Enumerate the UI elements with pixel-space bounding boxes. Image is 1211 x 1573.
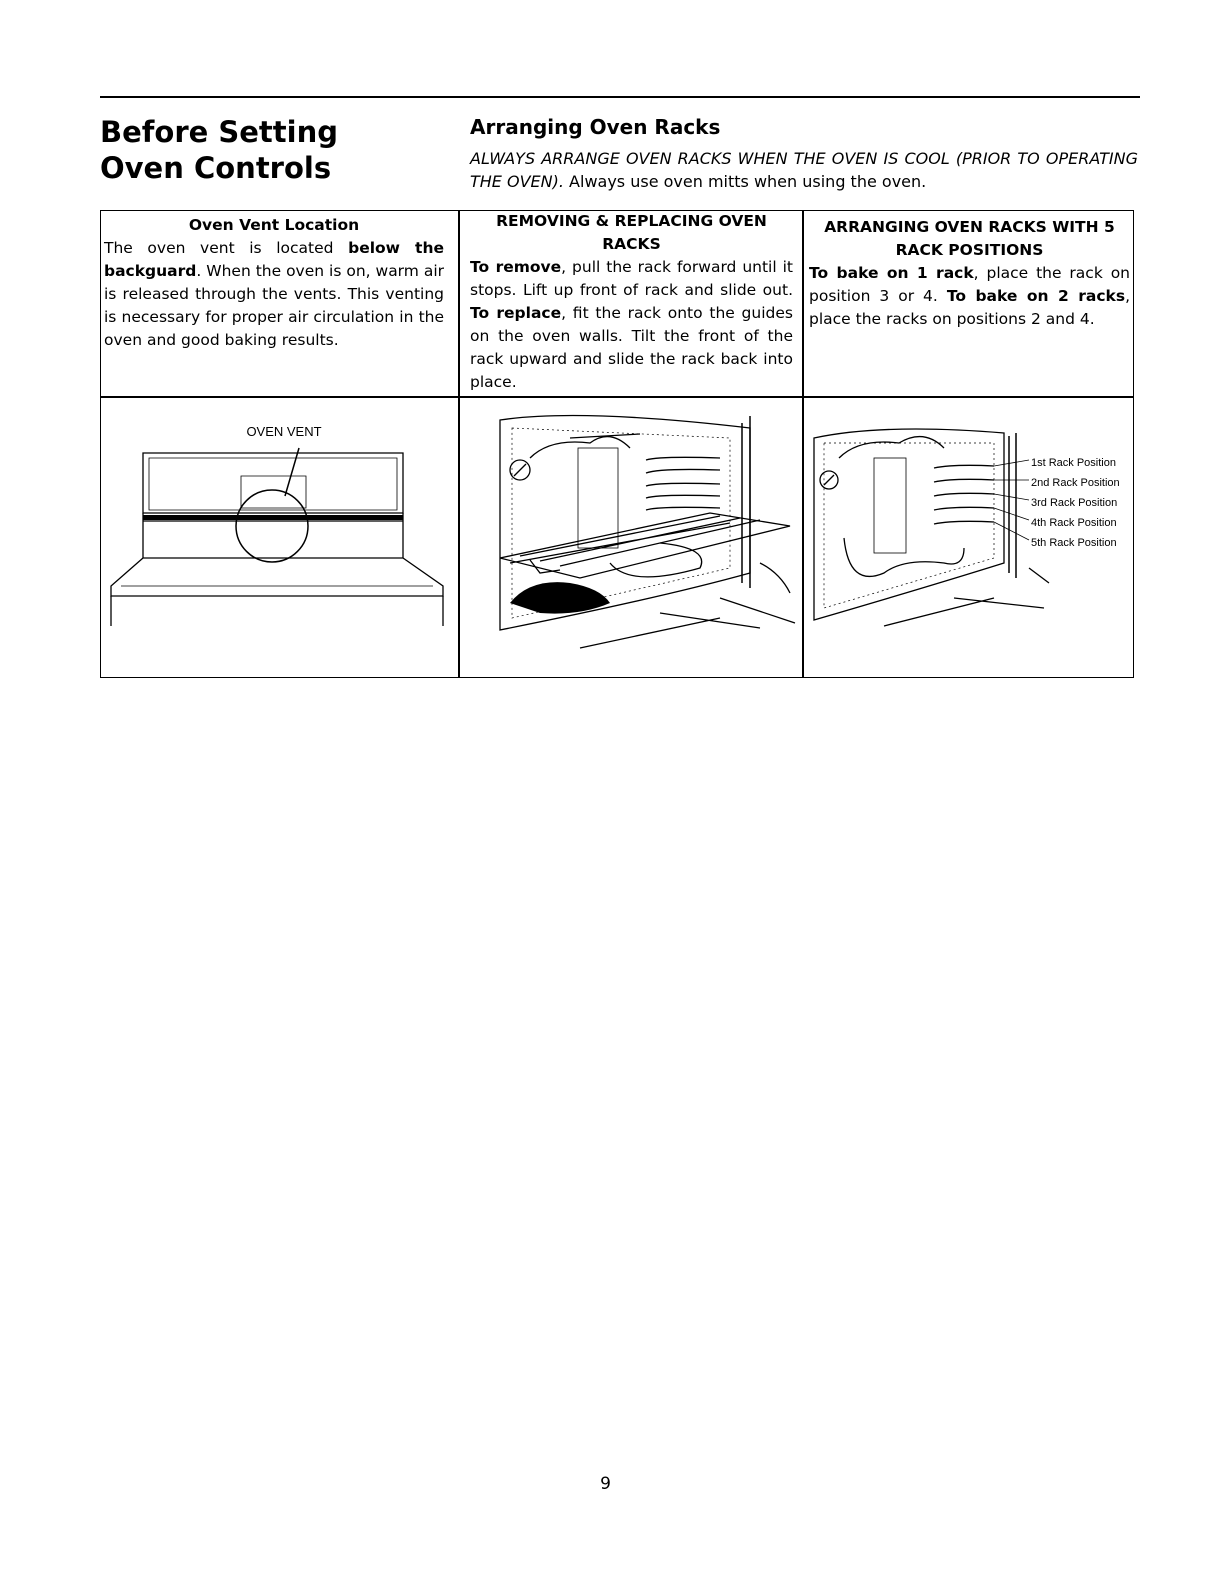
page-number: 9: [600, 1474, 611, 1494]
vent-cell: [104, 214, 444, 352]
vent-text: The oven vent is located below the backguard. When the oven is on, warm air is released through the vents. This venting is necessary for proper air circulation in the oven and good baking results.: [104, 239, 445, 349]
removing-cell: [470, 210, 793, 394]
removing-heading: REMOVING & REPLACING OVEN RACKS: [496, 212, 767, 253]
oven-vent-label: OVEN VENT: [246, 424, 322, 439]
rack-position-label: 3rd Rack Position: [1031, 497, 1118, 509]
positions-heading: ARRANGING OVEN RACKS WITH 5 RACK POSITIONS: [824, 218, 1115, 259]
page-title: Before Setting Oven Controls: [100, 115, 339, 185]
removing-text: To remove, pull the rack forward until it stops. Lift up front of rack and slide out. To replace, fit the rack onto the guides on the oven walls. Tilt the front of the rack upward and slide the rack back into place.: [470, 258, 793, 391]
arranging-heading: Arranging Oven Racks: [470, 115, 721, 139]
top-rule: [100, 96, 1140, 98]
vent-heading: Oven Vent Location: [188, 216, 360, 234]
rack-position-label: 5th Rack Position: [1031, 537, 1117, 549]
arranging-caution: ALWAYS ARRANGE OVEN RACKS WHEN THE OVEN IS COOL (PRIOR TO OPERATING THE OVEN).: [470, 149, 1138, 191]
rack-positions-figure: [804, 398, 1134, 676]
rack-position-label: 2nd Rack Position: [1031, 477, 1120, 489]
positions-text: To bake on 1 rack, place the rack on position 3 or 4. To bake on 2 racks, place the racks on positions 2 and 4.: [809, 264, 1131, 328]
positions-cell: [809, 216, 1130, 331]
arranging-intro: [470, 147, 1138, 193]
rack-removal-figure: [460, 398, 800, 676]
oven-vent-figure: [101, 398, 457, 676]
rack-position-label: 1st Rack Position: [1031, 457, 1116, 469]
rack-position-label: 4th Rack Position: [1031, 517, 1117, 529]
arranging-note: Always use oven mitts when using the oven.: [569, 172, 927, 191]
